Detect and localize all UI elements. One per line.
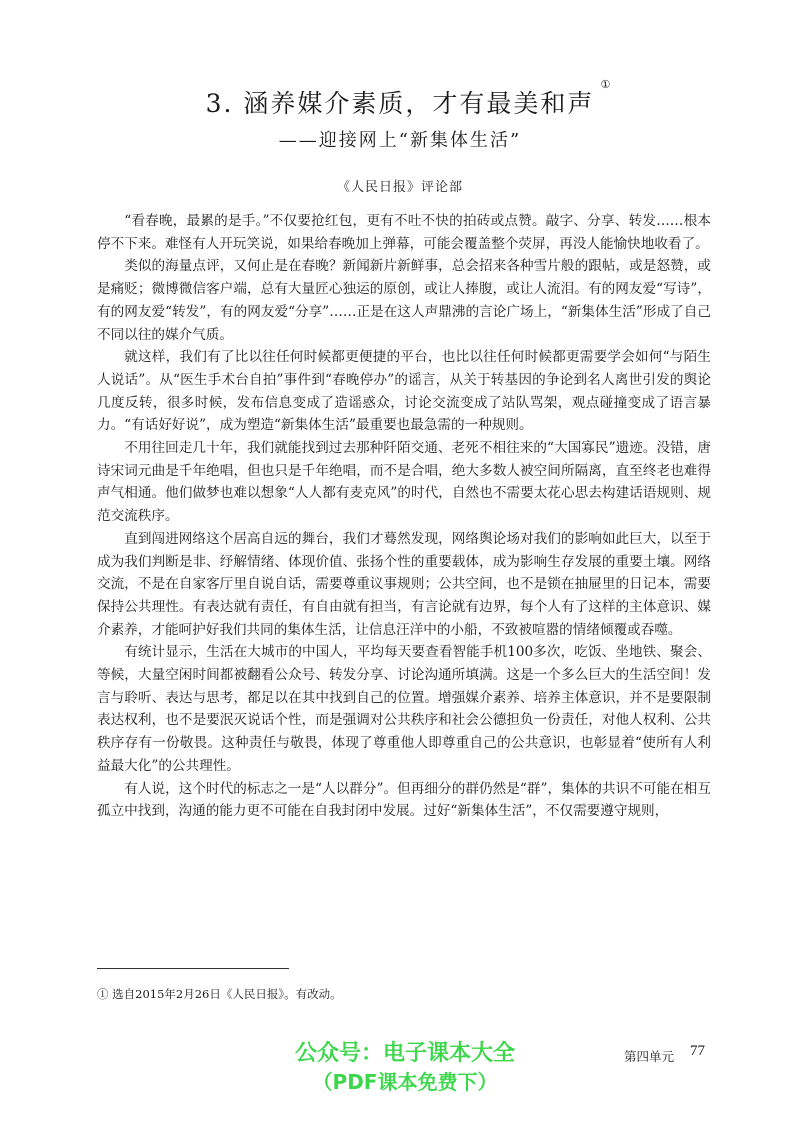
article-title-text: 3. 涵养媒介素质，才有最美和声 xyxy=(205,89,595,118)
paragraph: 类似的海量点评，又何止是在春晚？新闻新片新鲜事，总会招来各种雪片般的跟帖，或是怒赞，或是痛贬；微博微信客户端，总有大量匠心独运的原创，或让人捧腹，或让人流泪。有的网友爱“写诗”，有的网友爱“转发”，有的网友爱“分享”……正是在这人声鼎沸的言论广场上，“新集体生活”形成了自己不同以往的媒介气质。 xyxy=(97,258,711,343)
article-title xyxy=(205,79,613,120)
footnote-divider xyxy=(97,968,289,969)
footnote-reference-mark[interactable]: ① xyxy=(600,79,613,91)
paragraph: 有人说，这个时代的标志之一是“人以群分”。但再细分的群仍然是“群”，集体的共识不可能在相互孤立中找到，沟通的能力更不可能在自我封闭中发展。过好“新集体生活”，不仅需要遵守规则， xyxy=(97,780,711,820)
footnote: ① 选自2015年2月26日《人民日报》。有改动。 xyxy=(97,987,342,1001)
title-block xyxy=(0,79,800,152)
watermark-line-2: （PDF课本免费下） xyxy=(312,1070,498,1094)
paragraph: 不用往回走几十年，我们就能找到过去那种阡陌交通、老死不相往来的“大国寡民”遗迹。没错，唐诗宋词元曲是千年绝唱，但也只是千年绝唱，而不是合唱，绝大多数人被空间所隔离，直至终老也难得声气相通。他们做梦也难以想象“人人都有麦克风”的时代，自然也不需要太花心思去构建话语规则、规范交流秩序。 xyxy=(97,440,711,525)
page-number: 77 xyxy=(690,1043,705,1059)
paragraph: 就这样，我们有了比以往任何时候都更便捷的平台，也比以往任何时候都更需要学会如何“与陌生人说话”。从“医生手术台自拍”事件到“春晚停办”的谣言，从关于转基因的争论到名人离世引发的舆论几度反转，很多时候，发布信息变成了造谣惑众，讨论交流变成了站队骂架，观点碰撞变成了语言暴力。“有话好好说”，成为塑造“新集体生活”最重要也最急需的一种规则。 xyxy=(97,349,711,434)
paragraph: “看春晚，最累的是手。”不仅要抢红包，更有不吐不快的拍砖或点赞。敲字、分享、转发……根本停不下来。难怪有人开玩笑说，如果给春晚加上弹幕，可能会覆盖整个荧屏，再没人能愉快地收看了。 xyxy=(97,213,711,252)
watermark xyxy=(270,1040,540,1096)
paragraph: 有统计显示，生活在大城市的中国人，平均每天要查看智能手机100多次，吃饭、坐地铁、聚会、等候，大量空闲时间都被翻看公众号、转发分享、讨论沟通所填满。这是一个多么巨大的生活空间！发言与聆听、表达与思考，都足以在其中找到自己的位置。增强媒介素养、培养主体意识，并不是要限制表达权利，也不是要泯灭说话个性，而是强调对公共秩序和社会公德担负一份责任，对他人权利、公共秩序存有一份敬畏。这种责任与敬畏，体现了尊重他人即尊重自己的公共意识，也彰显着“使所有人利益最大化”的公共理性。 xyxy=(97,644,711,774)
unit-label: 第四单元 xyxy=(624,1049,675,1064)
paragraph: 直到闯进网络这个居高自远的舞台，我们才蓦然发现，网络舆论场对我们的影响如此巨大，以至于成为我们判断是非、纾解情绪、体现价值、张扬个性的重要载体，成为影响生存发展的重要土壤。网络交流，不是在自家客厅里自说自话，需要尊重议事规则；公共空间，也不是锁在抽屉里的日记本，需要保持公共理性。有表达就有责任，有自由就有担当，有言论就有边界，每个人有了这样的主体意识、媒介素养，才能呵护好我们共同的集体生活，让信息汪洋中的小船，不致被喧嚣的情绪倾覆或吞噬。 xyxy=(97,530,711,638)
article-byline: 《人民日报》评论部 xyxy=(336,180,463,195)
watermark-line-1: 公众号：电子课本大全 xyxy=(294,1041,515,1066)
article-body xyxy=(97,210,711,823)
article-subtitle: ——迎接网上“新集体生活” xyxy=(278,130,522,151)
